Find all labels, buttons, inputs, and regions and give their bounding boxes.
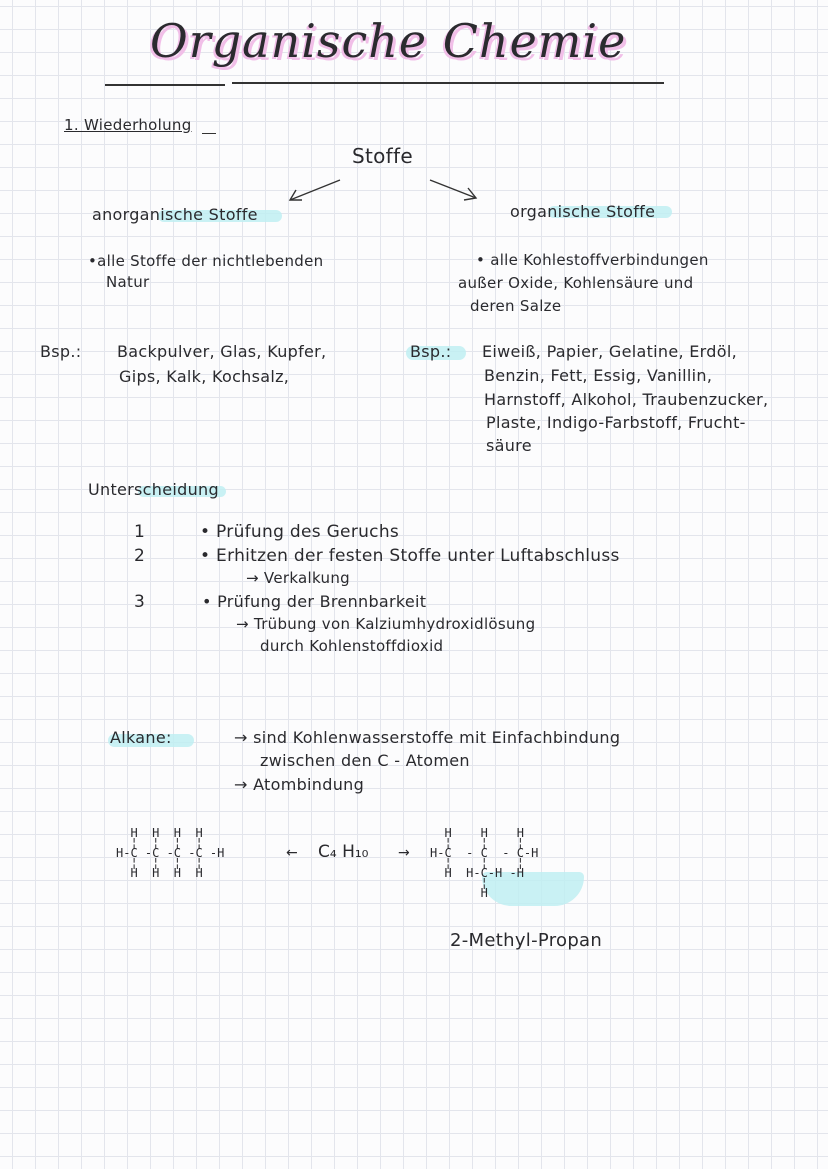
butane-row-5: H H H H xyxy=(116,866,203,880)
anorganic-example-label: Bsp.: xyxy=(40,342,82,361)
butane-row-1: H H H H xyxy=(116,826,203,840)
distinction-item-2: • Erhitzen der festen Stoffe unter Luftabschluss xyxy=(200,546,620,566)
organic-examples-line1: Eiweiß, Papier, Gelatine, Erdöl, xyxy=(482,342,737,361)
isobutane-row-3: H-C - C - C-H xyxy=(430,846,539,860)
isobutane-row-1: H H H xyxy=(430,826,524,840)
organic-example-label: Bsp.: xyxy=(410,342,452,361)
anorganic-heading: anorganische Stoffe xyxy=(92,205,258,224)
isobutane-row-2: ¦ ¦ ¦ xyxy=(430,836,524,850)
alkanes-line3: → Atombindung xyxy=(234,775,365,794)
section-heading-dash xyxy=(202,133,216,134)
isobutane-structure xyxy=(430,826,538,900)
organic-definition-line3: deren Salze xyxy=(470,297,562,315)
root-node-stoffe: Stoffe xyxy=(352,144,413,168)
isobutane-row-4: ¦ ¦ ¦ xyxy=(430,856,524,870)
anorganic-definition-line2: Natur xyxy=(106,273,150,291)
compound-name: 2-Methyl-Propan xyxy=(450,930,603,951)
anorganic-examples-line2: Gips, Kalk, Kochsalz, xyxy=(119,367,290,386)
organic-definition-line2: außer Oxide, Kohlensäure und xyxy=(458,274,694,292)
butane-row-4: ¦ ¦ ¦ ¦ xyxy=(116,856,203,870)
arrow-to-anorganic-icon xyxy=(280,178,350,208)
butane-structure xyxy=(116,826,224,880)
title-underline-left xyxy=(105,84,225,86)
organic-examples-line4: Plaste, Indigo-Farbstoff, Frucht- xyxy=(486,413,746,432)
alkanes-label: Alkane: xyxy=(110,728,172,747)
organic-examples-line3: Harnstoff, Alkohol, Traubenzucker, xyxy=(484,390,769,409)
isobutane-row-6: ¦ xyxy=(430,876,488,890)
distinction-item-3-sub2: durch Kohlenstoffdioxid xyxy=(260,637,444,655)
butane-row-3: H-C -C -C -C -H xyxy=(116,846,225,860)
page-title: Organische Chemie xyxy=(150,14,627,68)
arrow-to-organic-icon xyxy=(428,178,488,208)
alkanes-line2: zwischen den C - Atomen xyxy=(260,751,470,770)
distinction-item-1: • Prüfung des Geruchs xyxy=(200,522,400,542)
distinction-item-2-sub: → Verkalkung xyxy=(246,569,350,587)
isobutane-row-5: H H-C-H -H xyxy=(430,866,524,880)
butane-row-2: ¦ ¦ ¦ ¦ xyxy=(116,836,203,850)
anorganic-examples-line1: Backpulver, Glas, Kupfer, xyxy=(117,342,327,361)
formula-arrow-right: → xyxy=(398,845,410,861)
formula-arrow-left: ← xyxy=(286,845,298,861)
organic-examples-line5: säure xyxy=(486,436,532,455)
distinction-item-3: • Prüfung der Brennbarkeit xyxy=(202,592,427,611)
distinction-number-1: 1 xyxy=(134,522,146,542)
distinction-item-3-sub1: → Trübung von Kalziumhydroxidlösung xyxy=(236,615,536,633)
distinction-number-2: 2 xyxy=(134,546,146,566)
organic-examples-line2: Benzin, Fett, Essig, Vanillin, xyxy=(484,366,713,385)
section-heading: 1. Wiederholung xyxy=(64,116,192,134)
organic-heading: organische Stoffe xyxy=(510,202,656,221)
title-underline-right xyxy=(232,82,664,84)
anorganic-definition-line1: •alle Stoffe der nichtlebenden xyxy=(88,252,324,270)
alkanes-line1: → sind Kohlenwasserstoffe mit Einfachbindung xyxy=(234,728,621,747)
distinction-number-3: 3 xyxy=(134,592,146,612)
isobutane-row-7: H xyxy=(430,886,488,900)
organic-definition-line1: • alle Kohlestoffverbindungen xyxy=(476,251,709,269)
molecular-formula: C₄ H₁₀ xyxy=(318,842,369,862)
distinction-heading: Unterscheidung xyxy=(88,480,219,499)
